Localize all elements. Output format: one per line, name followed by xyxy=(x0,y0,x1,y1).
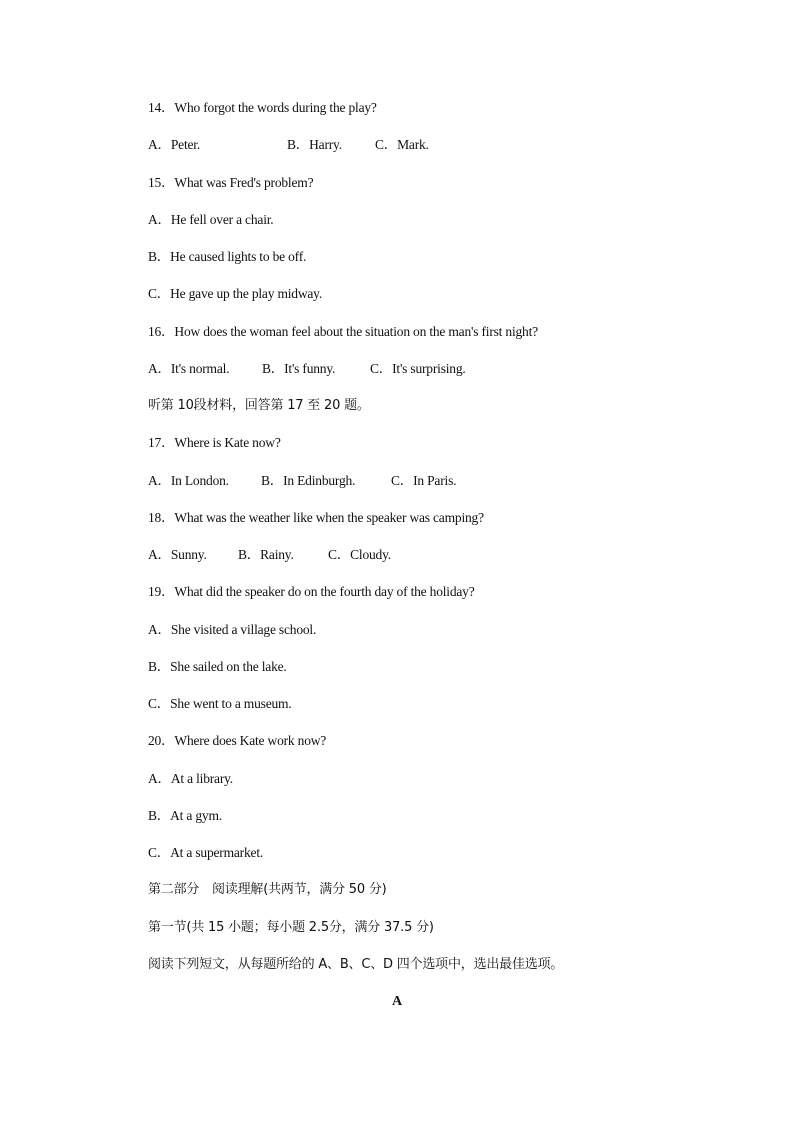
question-17-option-a: A．In London. xyxy=(148,473,229,488)
question-16-option-b: B．It's funny. xyxy=(262,361,336,376)
question-20-stem: 20．Where does Kate work now? xyxy=(148,733,327,748)
question-18-option-c: C．Cloudy. xyxy=(328,547,391,562)
question-20-option-a: A．At a library. xyxy=(148,771,233,786)
question-19-option-a: A．She visited a village school. xyxy=(148,622,317,637)
question-15-option-b: B．He caused lights to be off. xyxy=(148,249,307,264)
question-14-option-a: A．Peter. xyxy=(148,137,201,152)
question-14-option-c: C．Mark. xyxy=(375,137,429,152)
question-18-stem: 18．What was the weather like when the speaker was camping? xyxy=(148,510,484,525)
question-16-option-c: C．It's surprising. xyxy=(370,361,466,376)
question-15-option-a: A．He fell over a chair. xyxy=(148,212,274,227)
question-19-stem: 19．What did the speaker do on the fourth day of the holiday? xyxy=(148,584,475,599)
question-20-option-b: B．At a gym. xyxy=(148,808,222,823)
question-19-option-c: C．She went to a museum. xyxy=(148,696,292,711)
question-17-option-c: C．In Paris. xyxy=(391,473,457,488)
question-19-option-b: B．She sailed on the lake. xyxy=(148,659,287,674)
question-20-option-c: C．At a supermarket. xyxy=(148,845,264,860)
question-18-option-b: B．Rainy. xyxy=(238,547,294,562)
question-18-option-a: A．Sunny. xyxy=(148,547,207,562)
question-14-stem: 14．Who forgot the words during the play? xyxy=(148,100,377,115)
section-one-heading: 第一节(共 15 小题；每小题 2.5分，满分 37.5 分) xyxy=(148,920,434,935)
question-15-option-c: C．He gave up the play midway. xyxy=(148,286,323,301)
passage-label: A xyxy=(391,994,403,1009)
question-17-option-b: B．In Edinburgh. xyxy=(261,473,356,488)
question-14-option-b: B．Harry. xyxy=(287,137,342,152)
listening-instruction: 听第 10段材料，回答第 17 至 20 题。 xyxy=(148,398,370,413)
question-17-stem: 17．Where is Kate now? xyxy=(148,435,281,450)
question-16-stem: 16．How does the woman feel about the situation on the man's first night? xyxy=(148,324,538,339)
question-16-option-a: A．It's normal. xyxy=(148,361,230,376)
reading-instruction: 阅读下列短文，从每题所给的 A、B、C、D 四个选项中，选出最佳选项。 xyxy=(148,957,564,972)
part-two-heading: 第二部分 阅读理解(共两节，满分 50 分) xyxy=(148,882,387,897)
question-15-stem: 15．What was Fred's problem? xyxy=(148,175,314,190)
